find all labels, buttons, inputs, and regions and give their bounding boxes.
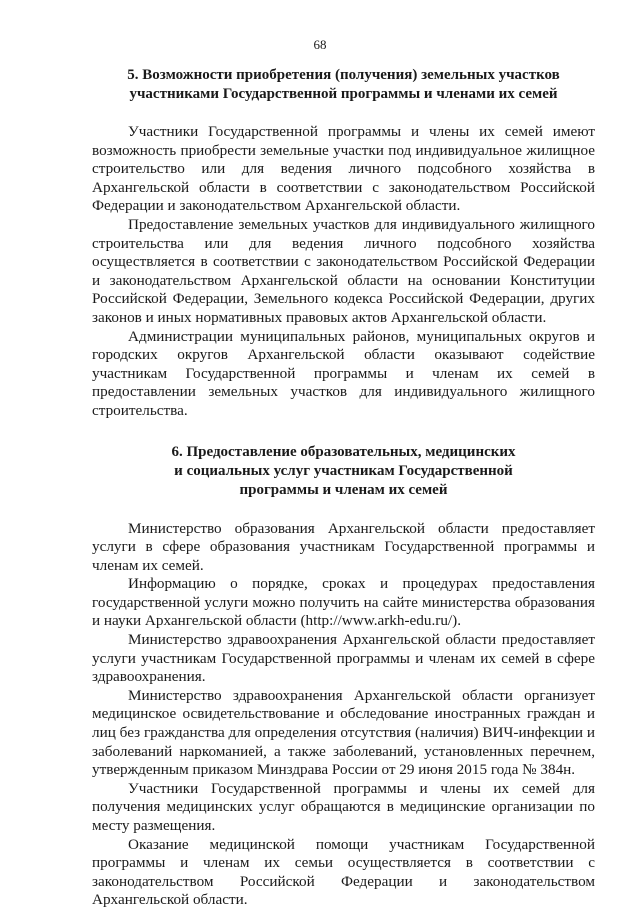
heading-line: 6. Предоставление образовательных, медицинских [171,443,516,460]
section-heading [92,66,595,104]
paragraph: Администрации муниципальных районов, муниципальных округов и городских округов Архангельской области оказывают содействие участникам Государственной программы и членам их семей в предоставлении земельных участков для индивидуального жилищного строительства. [92,327,595,419]
paragraph: Министерство здравоохранения Архангельской области предоставляет услуги участникам Государственной программы и членам их семей в сфере здравоохранения. [92,631,595,686]
section-services [92,443,595,910]
paragraph: Предоставление земельных участков для индивидуального жилищного строительства или для ведения личного подсобного хозяйства осуществляется в соответствии с законодательством Российской Федерации и законодательством Архангельской области на основании Конституции Российской Федерации, Земельного кодекса Российской Федерации, других законов и иных нормативных правовых актов Архангельской области. [92,215,595,326]
paragraph: Информацию о порядке, сроках и процедурах предоставления государственной услуги можно получить на сайте министерства образования и науки Архангельской области (http://www.arkh-edu.ru/). [92,575,595,630]
paragraph: Министерство здравоохранения Архангельской области организует медицинское освидетельствование и обследование иностранных граждан и лиц без гражданства для определения отсутствия (наличия) ВИЧ-инфекции и заболеваний наркоманией, а также заболеваний, установленных перечнем, утвержденным приказом Минздрава России от 29 июня 2015 года № 384н. [92,686,595,779]
heading-line: программы и членам их семей [239,481,448,498]
section-land-plots [92,66,595,421]
document-body [92,66,595,910]
section-heading [92,443,595,500]
heading-line: и социальных услуг участникам Государственной [174,462,513,479]
heading-line: участниками Государственной программы и членами их семей [129,86,558,102]
heading-line: 5. Возможности приобретения (получения) земельных участков [127,67,560,83]
paragraph: Оказание медицинской помощи участникам Государственной программы и членам их семьи осуществляется в соответствии с законодательством Российской Федерации и законодательством Архангельской области. [92,835,595,909]
paragraph: Участники Государственной программы и члены их семей имеют возможность приобрести земельные участки под индивидуальное жилищное строительство или для ведения личного подсобного хозяйства в Архангельской области в соответствии с законодательством Российской Федерации и законодательством Архангельской области. [92,123,595,215]
page-number: 68 [313,37,327,52]
paragraph: Министерство образования Архангельской области предоставляет услуги в сфере образования участникам Государственной программы и членам их семей. [92,519,595,574]
paragraph: Участники Государственной программы и члены их семей для получения медицинских услуг обращаются в медицинские организации по месту размещения. [92,779,595,834]
